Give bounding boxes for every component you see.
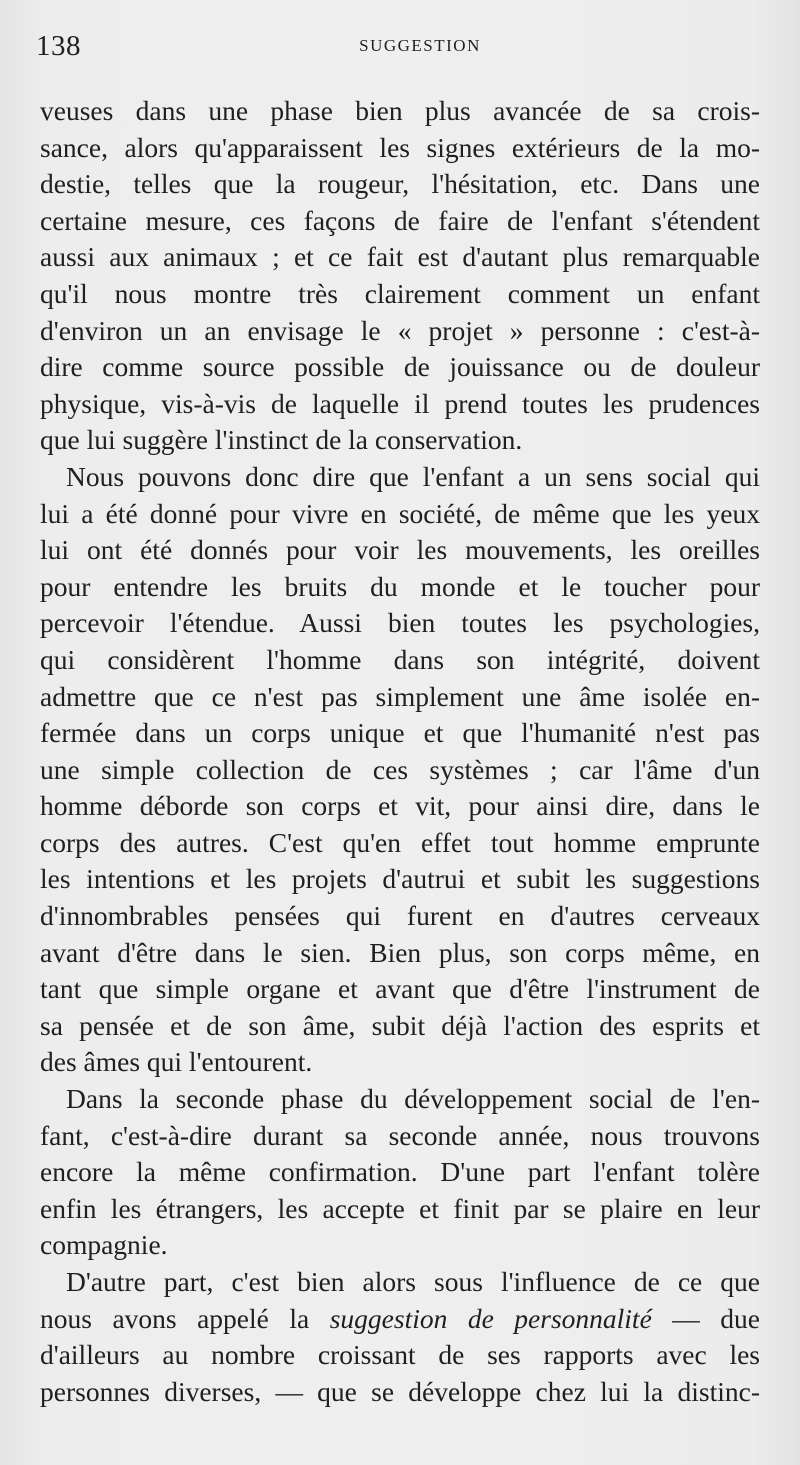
text-line: aussi aux animaux ; et ce fait est d'autant plus remarquable [40,241,760,273]
text-line: d'innombrables pensées qui furent en d'autres cerveaux [40,900,760,932]
body-text [40,93,760,1410]
text-line: fant, c'est-à-dire durant sa seconde année, nous trouvons [40,1119,760,1151]
text-line: dire comme source possible de jouissance ou de douleur [40,351,760,383]
text-line: qui considèrent l'homme dans son intégrité, doivent [40,643,760,675]
paragraph-start-line: Dans la seconde phase du développement social de l'en- [66,1083,760,1115]
text-line: enfin les étrangers, les accepte et finit par se plaire en leur [40,1192,760,1224]
text-segment: — due [672,1302,760,1334]
text-line: qu'il nous montre très clairement comment un enfant [40,277,760,309]
text-line: pour entendre les bruits du monde et le toucher pour [40,570,760,602]
text-line: une simple collection de ces systèmes ; car l'âme d'un [40,753,760,785]
text-line: sa pensée et de son âme, subit déjà l'action des esprits et [40,1009,760,1041]
text-line: les intentions et les projets d'autrui et subit les suggestions [40,863,760,895]
text-line: corps des autres. C'est qu'en effet tout homme emprunte [40,826,760,858]
text-line: destie, telles que la rougeur, l'hésitation, etc. Dans une [40,168,760,200]
text-line: fermée dans un corps unique et que l'humanité n'est pas [40,717,760,749]
text-line: sance, alors qu'apparaissent les signes extérieurs de la mo- [40,131,760,163]
text-line: percevoir l'étendue. Aussi bien toutes les psychologies, [40,607,760,639]
text-line: lui a été donné pour vivre en société, de même que les yeux [40,497,760,529]
text-line: d'ailleurs au nombre croissant de ses rapports avec les [40,1339,760,1371]
page-number: 138 [36,30,81,62]
text-line: veuses dans une phase bien plus avancée de sa crois- [40,95,760,126]
text-line: personnes diverses, — que se développe chez lui la distinc- [40,1375,760,1407]
text-segment: nous avons appelé la [40,1302,310,1334]
text-line: tant que simple organe et avant que d'être l'instrument de [40,973,760,1005]
text-line: certaine mesure, ces façons de faire de l'enfant s'étendent [40,204,760,236]
text-line: d'environ un an envisage le « projet » personne : c'est-à- [40,314,760,346]
paragraph-start-line: D'autre part, c'est bien alors sous l'influence de ce que [66,1266,760,1297]
text-line: physique, vis-à-vis de laquelle il prend toutes les prudences [40,387,760,419]
text-line: encore la même confirmation. D'une part l'enfant tolère [40,1156,760,1188]
text-line: avant d'être dans le sien. Bien plus, son corps même, en [40,936,760,968]
paragraph-end-line: que lui suggère l'instinct de la conservation. [40,424,523,456]
paragraph-start-line: Nous pouvons donc dire que l'enfant a un sens social qui [66,460,760,492]
italic-phrase: suggestion de personnalité [329,1302,652,1334]
text-line: admettre que ce n'est pas simplement une âme isolée en- [40,680,760,712]
text-line: homme déborde son corps et vit, pour ainsi dire, dans le [40,790,760,822]
paragraph-end-line: compagnie. [40,1229,168,1261]
text-line: lui ont été donnés pour voir les mouvements, les oreilles [40,534,760,566]
paragraph-end-line: des âmes qui l'entourent. [40,1046,313,1078]
text-line-with-italic [40,1301,760,1338]
running-title: SUGGESTION [359,36,481,55]
page-header [36,30,764,70]
